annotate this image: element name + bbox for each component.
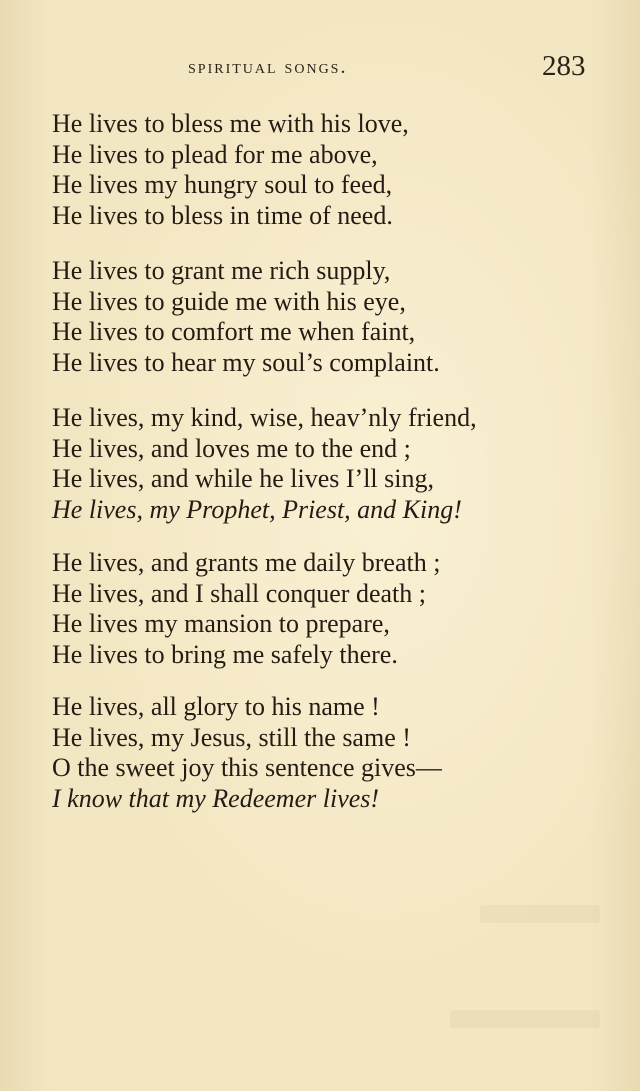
stanza [52, 109, 409, 231]
verse-line: He lives to bless in time of need. [52, 200, 393, 230]
stanza [52, 692, 442, 814]
verse-line-italic: He lives, my Prophet, Priest, and King! [52, 494, 462, 524]
verse-line: He lives, and while he lives I’ll sing, [52, 464, 434, 493]
page-number: 283 [542, 50, 586, 82]
verse-line: He lives to bless me with his love, [52, 109, 409, 138]
verse-line: He lives to guide me with his eye, [52, 286, 406, 316]
bleed-through-mark [480, 905, 600, 923]
verse-line: He lives, and loves me to the end ; [52, 433, 411, 463]
stanza [52, 548, 440, 670]
verse-line-italic: I know that my Redeemer lives! [52, 783, 380, 813]
verse-line: He lives my hungry soul to feed, [52, 170, 393, 199]
verse-line: He lives, all glory to his name ! [52, 692, 380, 721]
verse-line: O the sweet joy this sentence gives— [52, 753, 442, 782]
verse-line: He lives, and I shall conquer death ; [52, 578, 426, 608]
verse-line: He lives, and grants me daily breath ; [52, 548, 441, 577]
verse-line: He lives to plead for me above, [52, 139, 378, 169]
stanza [52, 403, 477, 525]
verse-line: He lives to hear my soul’s complaint. [52, 347, 440, 377]
verse-line: He lives, my kind, wise, heav’nly friend, [52, 403, 477, 432]
verse-line: He lives to grant me rich supply, [52, 256, 391, 285]
verse-line: He lives to bring me safely there. [52, 639, 398, 669]
stanza [52, 256, 440, 378]
verse-line: He lives, my Jesus, still the same ! [52, 722, 411, 752]
running-head: spiritual songs. [188, 56, 348, 78]
verse-line: He lives my mansion to prepare, [52, 609, 390, 638]
bleed-through-mark [450, 1010, 600, 1028]
verse-line: He lives to comfort me when faint, [52, 317, 416, 346]
